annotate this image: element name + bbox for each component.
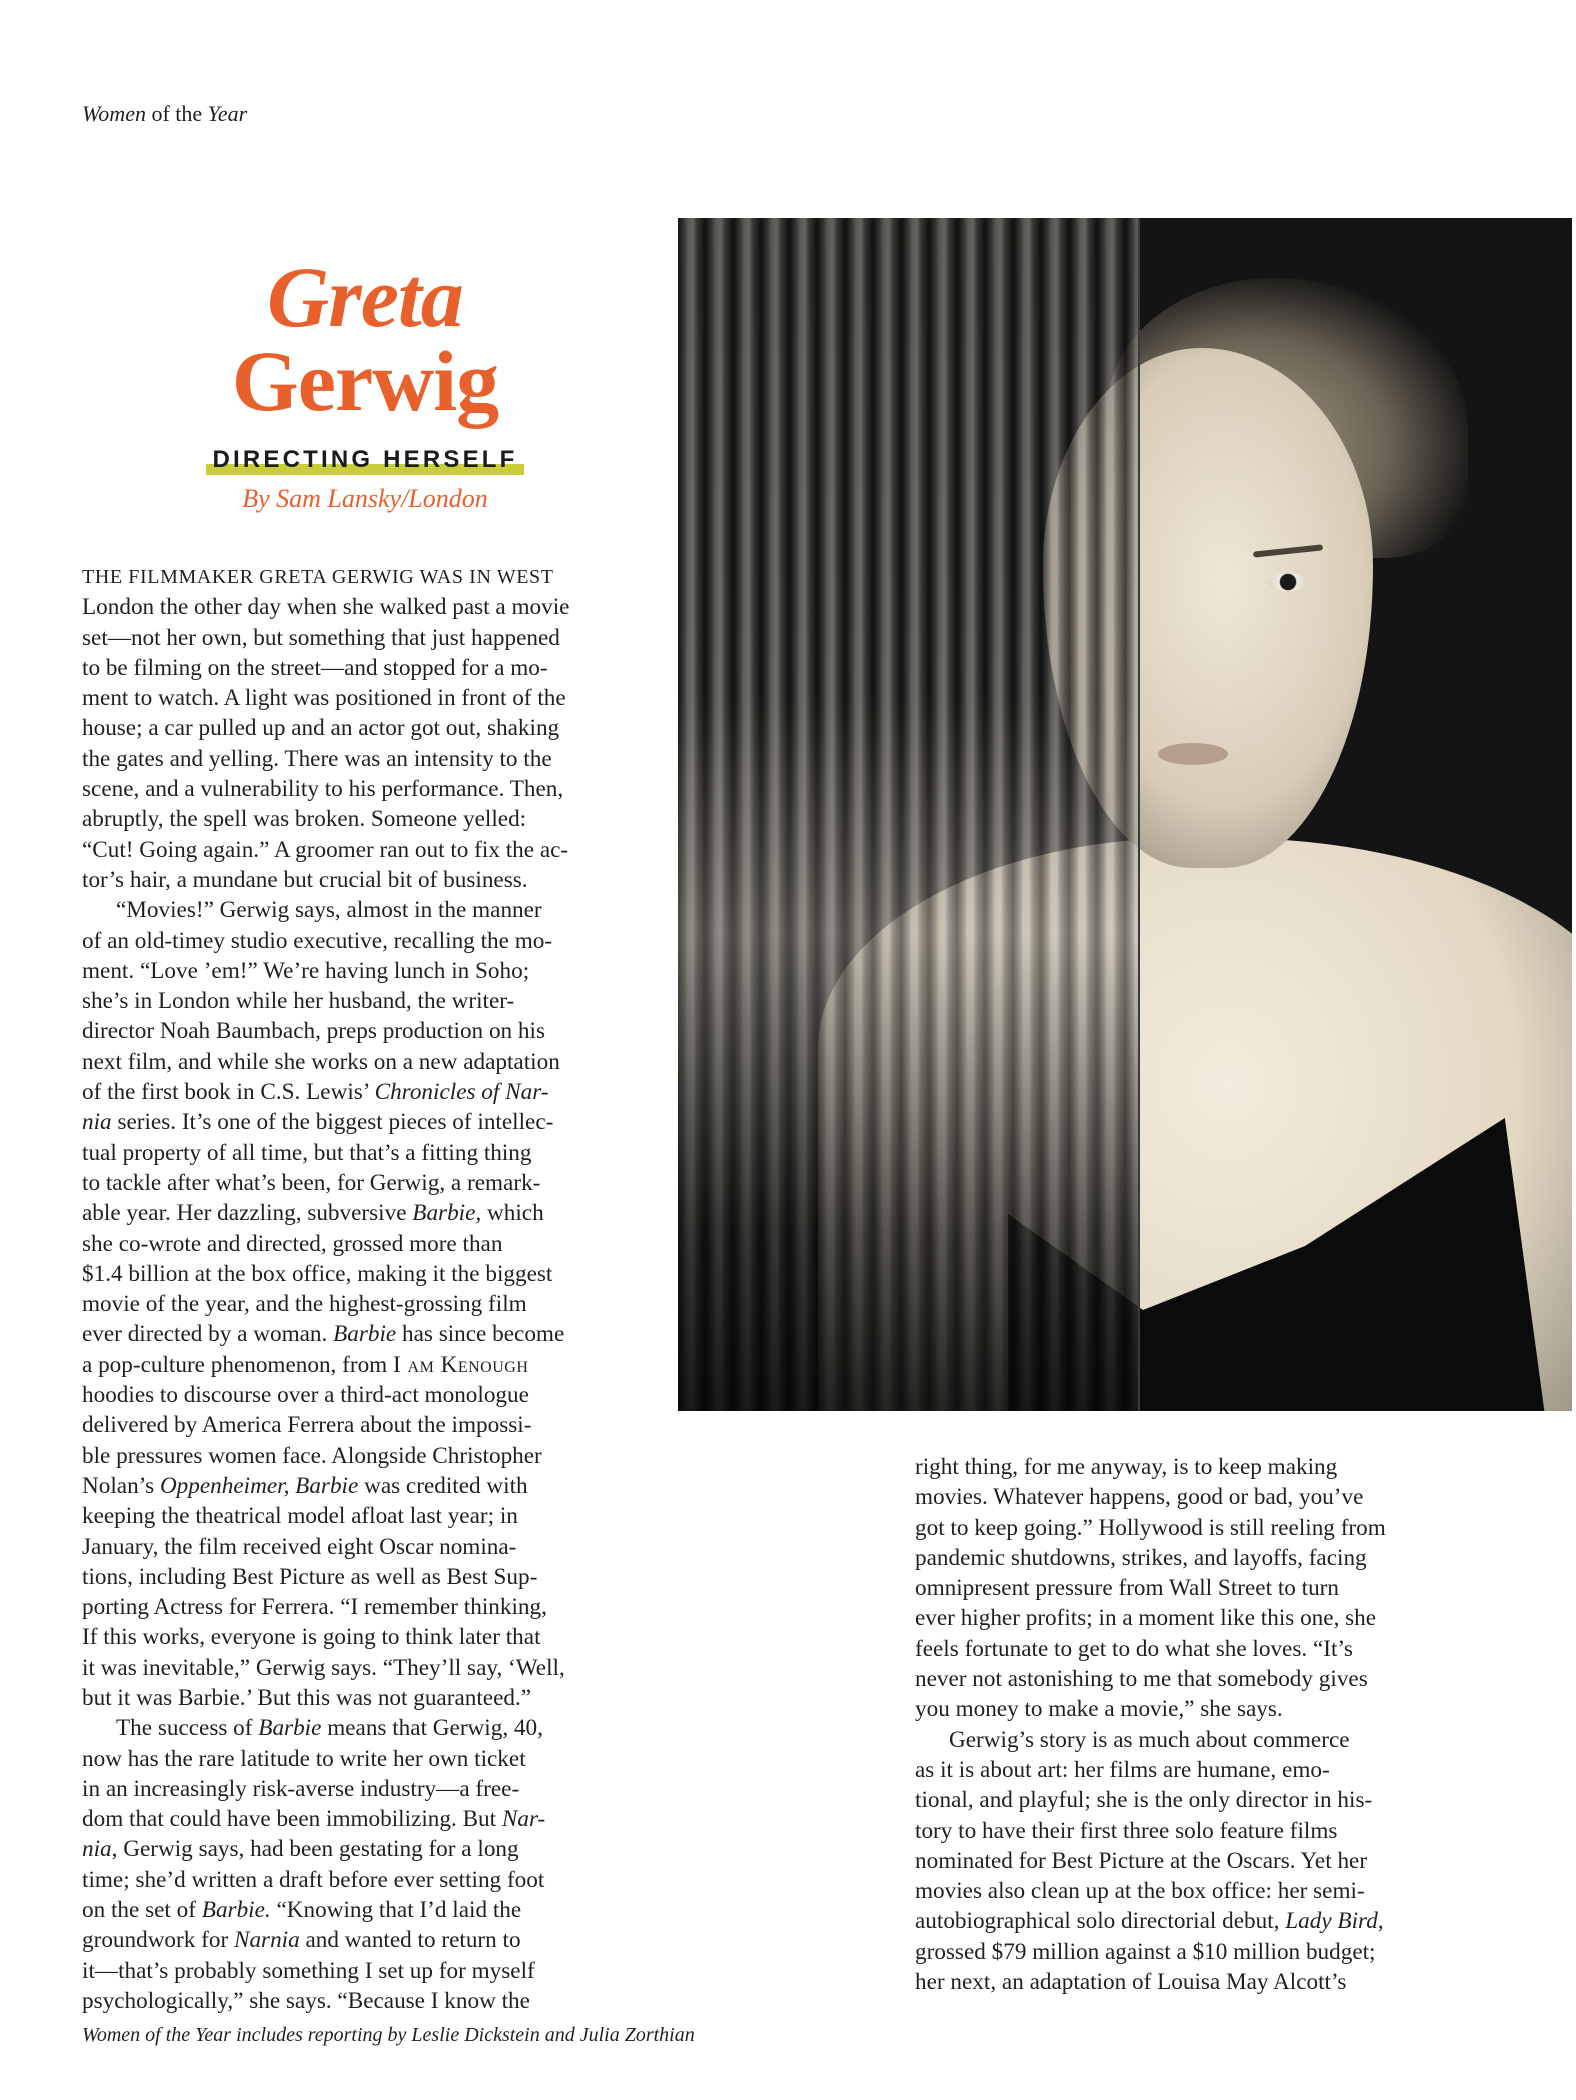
glass-edge-line [1138, 218, 1140, 1411]
text-line [82, 1350, 652, 1380]
text-line: ever higher profits; in a moment like this one, she [915, 1605, 1377, 1632]
text-line: tor’s hair, a mundane but crucial bit of business. [82, 866, 528, 893]
text-line [82, 1834, 652, 1864]
running-header-women: Women [82, 101, 146, 126]
text-line: next film, and while she works on a new adaptation [82, 1048, 560, 1075]
slogan: I am Kenough [393, 1351, 529, 1378]
text-line: nominated for Best Picture at the Oscars. Yet her [915, 1847, 1368, 1874]
film-title: Oppenheimer, Barbie [159, 1472, 359, 1499]
kicker-text: DIRECTING HERSELF [212, 446, 518, 473]
text-line: got to keep going.” Hollywood is still reeling from [915, 1514, 1386, 1541]
film-title: Barbie. [201, 1897, 271, 1924]
text-line: porting Actress for Ferrera. “I remember thinking, [82, 1594, 547, 1621]
text-line: $1.4 billion at the box office, making it the biggest [82, 1260, 553, 1287]
text-line: her next, an adaptation of Louisa May Alcott’s [915, 1969, 1347, 1996]
article-title-block [82, 249, 648, 515]
film-title: Lady Bird, [1285, 1908, 1384, 1935]
title-first-name: Greta [267, 249, 463, 345]
text-line: scene, and a vulnerability to his performance. Then, [82, 776, 564, 803]
text-line: to tackle after what’s been, for Gerwig, a remark- [82, 1169, 541, 1196]
book-title: nia [82, 1836, 112, 1863]
text-run: a pop-culture phenomenon, from [82, 1351, 394, 1378]
text-line: movies also clean up at the box office: her semi- [915, 1878, 1365, 1905]
left-text-column [82, 562, 652, 2016]
article-title [82, 249, 648, 429]
book-title: Nar- [501, 1806, 546, 1833]
text-line: movie of the year, and the highest-grossing film [82, 1291, 527, 1318]
text-run: which [481, 1200, 544, 1227]
text-line: but it was Barbie.’ But this was not guaranteed.” [82, 1684, 532, 1711]
film-title: Barbie [258, 1715, 322, 1742]
text-line: never not astonishing to me that somebody gives [915, 1666, 1368, 1693]
text-line: ble pressures women face. Alongside Christopher [82, 1442, 542, 1469]
text-line [82, 1471, 652, 1501]
text-line [82, 1198, 652, 1228]
text-line: ment to watch. A light was positioned in front of the [82, 685, 566, 712]
text-line [82, 1925, 652, 1955]
text-run: , Gerwig says, had been gestating for a long [111, 1836, 519, 1863]
text-line: keeping the theatrical model afloat last year; in [82, 1503, 518, 1530]
text-line: she’s in London while her husband, the writer- [82, 988, 515, 1015]
text-line: grossed $79 million against a $10 million budget; [915, 1938, 1376, 1965]
book-title: Narnia [233, 1927, 300, 1954]
text-run: “Knowing that I’d laid the [270, 1897, 522, 1924]
film-title: Barbie [333, 1321, 397, 1348]
reporting-credit: Women of the Year includes reporting by Leslie Dickstein and Julia Zorthian [82, 2024, 695, 2046]
text-run: able year. Her dazzling, subversive [82, 1200, 413, 1227]
text-line: tions, including Best Picture as well as Best Sup- [82, 1563, 538, 1590]
right-text-column [915, 1452, 1455, 1997]
text-line: in an increasingly risk-averse industry—a free- [82, 1775, 520, 1802]
text-line: tory to have their first three solo feature films [915, 1817, 1338, 1844]
lead-in: THE FILMMAKER GRETA GERWIG WAS IN WEST [82, 566, 554, 588]
text-line [82, 1713, 652, 1743]
text-run: ever directed by a woman. [82, 1321, 334, 1348]
text-line: delivered by America Ferrera about the impossi- [82, 1412, 532, 1439]
title-last-name: Gerwig [231, 333, 499, 429]
text-line: Gerwig’s story is as much about commerce [949, 1726, 1350, 1753]
text-line [82, 1804, 652, 1834]
photo-eye [1268, 573, 1308, 591]
text-line: director Noah Baumbach, preps production on his [82, 1018, 545, 1045]
text-line: London the other day when she walked past a movie [82, 594, 570, 621]
text-line [82, 1319, 652, 1349]
photo-lips [1158, 743, 1228, 765]
running-header-year: Year [207, 101, 248, 126]
text-run: autobiographical solo directorial debut, [915, 1908, 1286, 1935]
text-run: dom that could have been immobilizing. But [82, 1806, 502, 1833]
ribbed-glass-shading [678, 218, 1138, 1411]
text-line: If this works, everyone is going to think later that [82, 1624, 541, 1651]
byline: By Sam Lansky/London [242, 484, 488, 513]
text-line: “Movies!” Gerwig says, almost in the manner [116, 897, 542, 924]
text-line: you money to make a movie,” she says. [915, 1696, 1283, 1723]
text-line: she co-wrote and directed, grossed more than [82, 1230, 503, 1257]
text-line: right thing, for me anyway, is to keep making [915, 1454, 1338, 1480]
text-line: tual property of all time, but that’s a fitting thing [82, 1139, 532, 1166]
text-line: set—not her own, but something that just happened [82, 624, 560, 651]
text-line: now has the rare latitude to write her own ticket [82, 1745, 526, 1772]
text-line: of an old-timey studio executive, recalling the mo- [82, 927, 553, 954]
text-line: January, the film received eight Oscar nomina- [82, 1533, 517, 1560]
text-run: groundwork for [82, 1927, 234, 1954]
book-title: nia [82, 1109, 112, 1136]
running-header [82, 100, 247, 128]
text-line: as it is about art: her films are humane, emo- [915, 1756, 1330, 1783]
text-run: Nolan’s [82, 1472, 160, 1499]
kicker [206, 445, 523, 475]
text-line: it—that’s probably something I set up for myself [82, 1957, 535, 1984]
text-line: feels fortunate to get to do what she loves. “It’s [915, 1635, 1353, 1662]
text-run: was credited with [358, 1472, 528, 1499]
portrait-photo [678, 218, 1572, 1411]
text-line [82, 1895, 652, 1925]
text-run: series. It’s one of the biggest pieces of intellec- [117, 1109, 554, 1136]
text-line: to be filming on the street—and stopped for a mo- [82, 654, 548, 681]
text-line: it was inevitable,” Gerwig says. “They’ll say, ‘Well, [82, 1654, 565, 1681]
text-line: time; she’d written a draft before ever setting foot [82, 1866, 545, 1893]
text-line: tional, and playful; she is the only director in his- [915, 1787, 1373, 1814]
text-run: on the set of [82, 1897, 202, 1924]
text-line: house; a car pulled up and an actor got out, shaking [82, 715, 560, 742]
text-run: The success of [116, 1715, 259, 1742]
running-header-of-the: of the [145, 101, 208, 126]
text-line: “Cut! Going again.” A groomer ran out to fix the ac- [82, 836, 569, 863]
film-title: Barbie, [412, 1200, 482, 1227]
text-line: the gates and yelling. There was an intensity to the [82, 745, 552, 772]
text-line: movies. Whatever happens, good or bad, you’ve [915, 1484, 1364, 1511]
text-line: omnipresent pressure from Wall Street to turn [915, 1575, 1339, 1602]
text-line: psychologically,” she says. “Because I know the [82, 1987, 530, 2014]
text-run: has since become [396, 1321, 565, 1348]
text-run: of the first book in C.S. Lewis’ [82, 1079, 375, 1106]
text-line [915, 1906, 1455, 1936]
text-line: ment. “Love ’em!” We’re having lunch in Soho; [82, 957, 530, 984]
text-run: means that Gerwig, 40, [321, 1715, 543, 1742]
text-line [82, 1107, 652, 1137]
text-line: pandemic shutdowns, strikes, and layoffs, facing [915, 1544, 1367, 1571]
text-line: abruptly, the spell was broken. Someone yelled: [82, 806, 527, 833]
book-title: Chronicles of Nar- [374, 1079, 549, 1106]
text-run: and wanted to return to [299, 1927, 521, 1954]
text-line: hoodies to discourse over a third-act monologue [82, 1382, 529, 1409]
text-line [82, 1077, 652, 1107]
